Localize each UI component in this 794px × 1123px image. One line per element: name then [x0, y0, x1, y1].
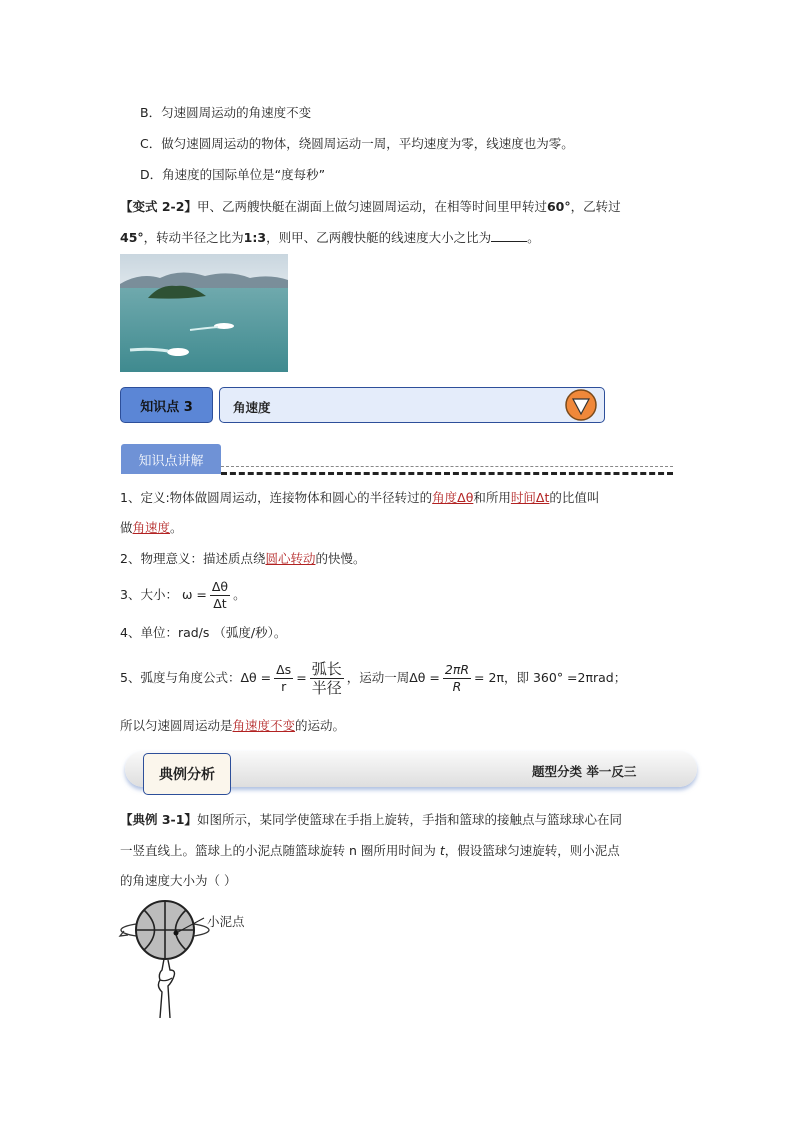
- example-line-3: 的角速度大小为（ ）: [120, 873, 237, 888]
- point-1-line-1: 1、定义:物体做圆周运动，连接物体和圆心的半径转过的角度Δθ和所用时间Δt的比值叫: [120, 490, 600, 505]
- option-c: C．做匀速圆周运动的物体，绕圆周运动一周，平均速度为零，线速度也为零。: [140, 136, 574, 151]
- section-tab: 知识点讲解: [121, 444, 221, 474]
- divider: [221, 472, 673, 475]
- conclusion: 所以匀速圆周运动是角速度不变的运动。: [120, 718, 346, 733]
- expand-triangle-icon[interactable]: [565, 389, 597, 421]
- point-2: 2、物理意义：描述质点绕圆心转动的快慢。: [120, 551, 366, 566]
- example-line-2: 一竖直线上。篮球上的小泥点随篮球旋转 n 圈所用时间为 t，假设篮球匀速旋转，则小泥点: [120, 843, 620, 858]
- point-3: 3、大小： ω = $\frac{\Delta\theta}{\Delta t}$ 。: [120, 578, 246, 611]
- point-4: 4、单位：rad/s （弧度/秒）。: [120, 625, 287, 640]
- option-b: B．匀速圆周运动的角速度不变: [140, 105, 312, 120]
- example-banner-subtitle: 题型分类 举一反三: [532, 764, 637, 779]
- divider: [221, 466, 673, 467]
- knowledge-point-title-bar: [219, 387, 605, 423]
- basketball-on-finger-figure: [118, 900, 268, 1020]
- knowledge-point-badge: 知识点 3: [120, 387, 213, 423]
- variant-line-2: 45°，转动半径之比为1:3，则甲、乙两艘快艇的线速度大小之比为 。: [120, 230, 540, 245]
- point-1-line-2: 做角速度。: [120, 520, 183, 535]
- point-5: 5、弧度与角度公式： Δθ = $\frac{\Delta s}{r}$ = $\frac{\text{弧长}}{\text{半径}}$ ，运动一周 Δθ = $\frac{2\pi R}{R}$ = 2π ，即 360° =2πrad；: [120, 659, 627, 697]
- example-tag: 【典例 3-1】: [120, 812, 197, 827]
- variant-tag: 【变式 2-2】: [120, 199, 197, 214]
- option-d: D．角速度的国际单位是“度每秒”: [140, 167, 326, 182]
- example-badge: 典例分析: [143, 753, 231, 795]
- example-line-1: 【典例 3-1】如图所示，某同学使篮球在手指上旋转，手指和篮球的接触点与篮球球心在同: [120, 812, 622, 827]
- knowledge-point-title: 角速度: [233, 400, 271, 415]
- variant-line-1: 【变式 2-2】甲、乙两艘快艇在湖面上做匀速圆周运动，在相等时间里甲转过60°，乙转过: [120, 199, 621, 214]
- speedboat-lake-photo: [120, 254, 288, 372]
- figure-label-mud-dot: 小泥点: [207, 914, 245, 929]
- omega-fraction: $\frac{\Delta\theta}{\Delta t}$: [211, 578, 229, 611]
- answer-blank: [491, 229, 527, 242]
